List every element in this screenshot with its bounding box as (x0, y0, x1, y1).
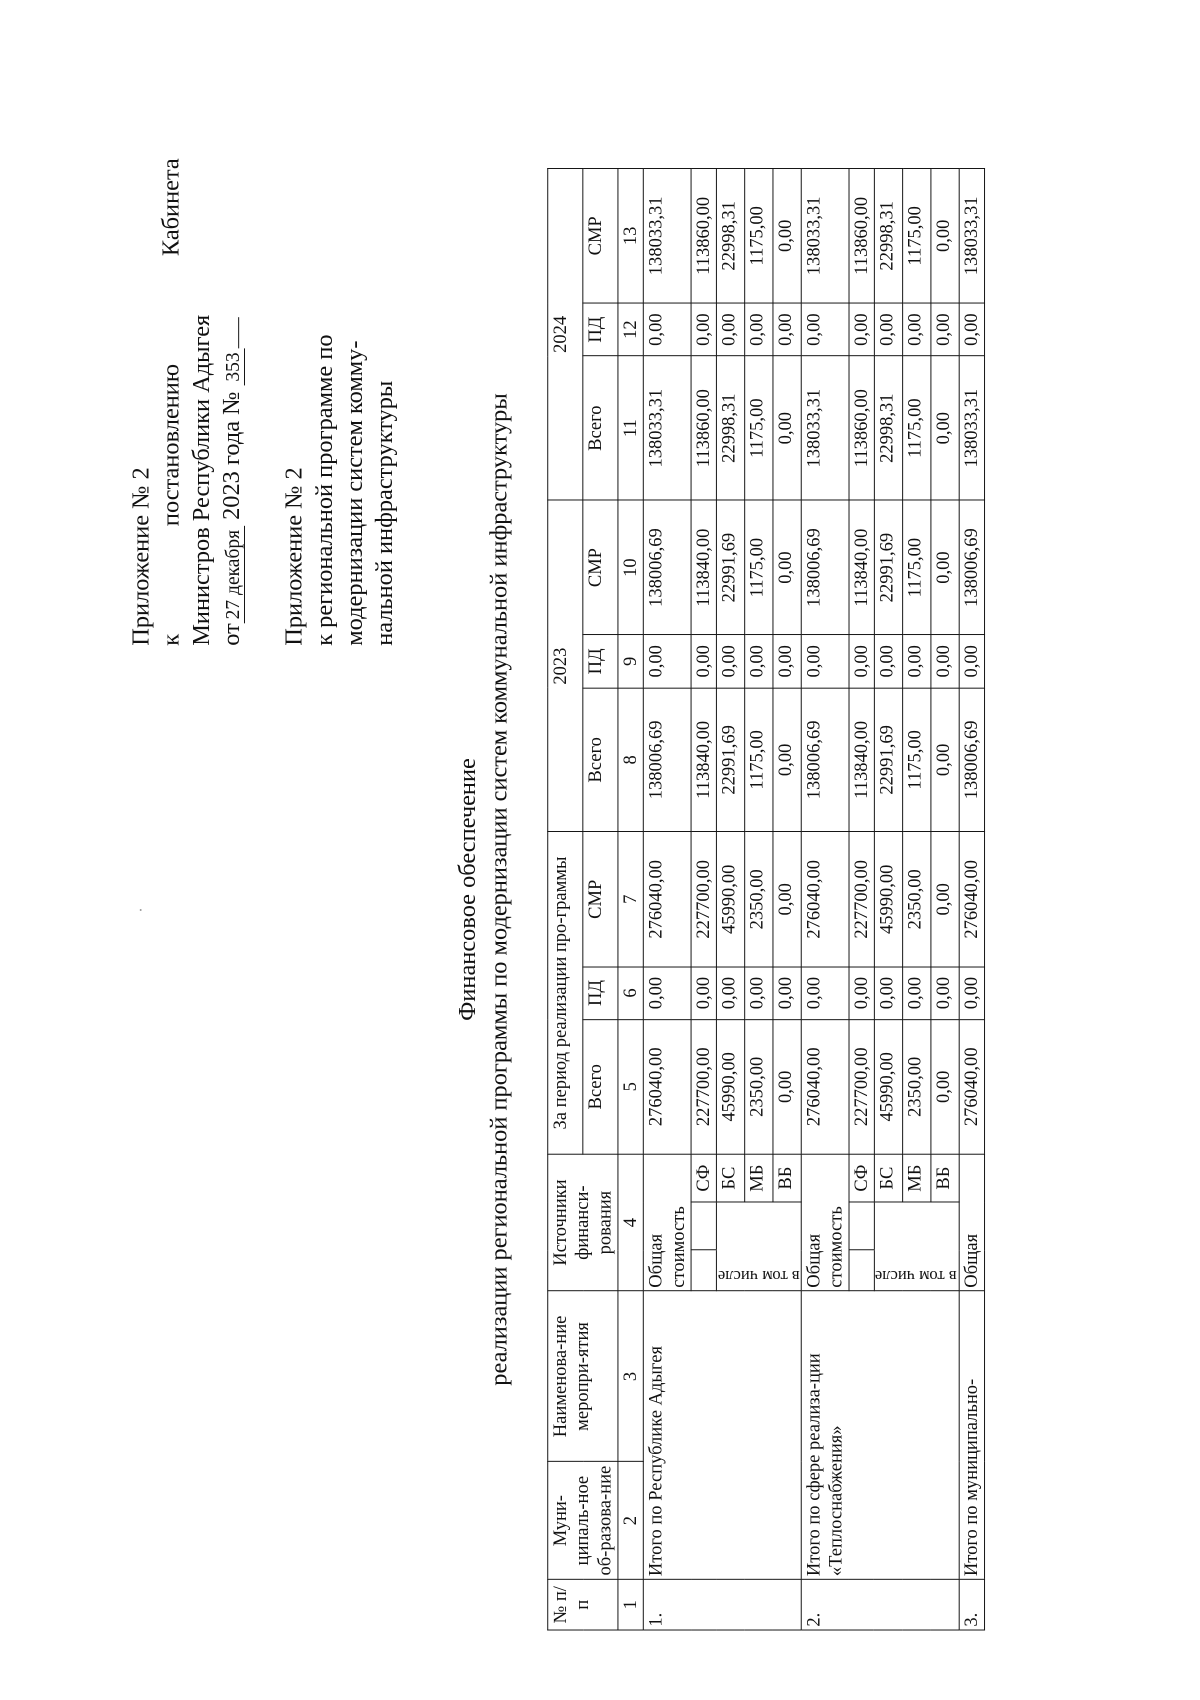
value-cell: 0,00 (849, 303, 874, 356)
value-cell: 0,00 (773, 1019, 801, 1154)
row-label: Итого по сфере реализа-ции «Теплоснабжения» (801, 1291, 959, 1579)
value-cell: 113860,00 (849, 168, 874, 303)
value-cell: 1175,00 (745, 168, 773, 303)
value-cell: 138006,69 (801, 500, 849, 635)
value-cell: 138033,31 (643, 168, 691, 303)
in-that-number-label: в том числе (716, 1202, 801, 1291)
cabinet-line: Министров Республики Адыгея (188, 314, 215, 646)
source-code: ВБ (931, 1154, 959, 1202)
value-cell: 0,00 (801, 635, 849, 688)
value-cell: 138006,69 (643, 688, 691, 832)
value-cell: 0,00 (773, 832, 801, 967)
source-code: МБ (745, 1154, 773, 1202)
row-number: 2. (801, 1580, 959, 1630)
value-cell: 138033,31 (801, 168, 849, 303)
doc-title: Финансовое обеспечение (454, 758, 481, 1021)
table-row-total (801, 168, 849, 1630)
col-period-header: За период реализации про-граммы (548, 832, 583, 1154)
value-cell: 0,00 (745, 635, 773, 688)
date-line: от27 декабря 2023 года № 353 (217, 158, 249, 646)
source-total: Общая (959, 1154, 984, 1291)
source-total: Общая стоимость (801, 1154, 849, 1291)
value-cell: 0,00 (931, 688, 959, 832)
value-cell: 0,00 (931, 168, 959, 303)
value-cell: 45990,00 (716, 1019, 744, 1154)
value-cell: 0,00 (716, 967, 744, 1020)
value-cell: 1175,00 (902, 168, 930, 303)
value-cell: 0,00 (773, 303, 801, 356)
value-cell: 22991,69 (716, 688, 744, 832)
value-cell: 0,00 (745, 967, 773, 1020)
col-muni-header: Муни-ципаль-ное об-разова-ние (548, 1462, 618, 1580)
row-label: Итого по муниципально- (959, 1291, 984, 1579)
appendix-header-program: Приложение № 2 к региональной программе по модернизации систем комму- нальной инфраструктуры (281, 334, 399, 646)
value-cell: 45990,00 (874, 832, 902, 967)
value-cell: 227700,00 (691, 832, 716, 967)
col-name-header: Наименова-ние меропри-ятия (548, 1291, 618, 1462)
value-cell: 0,00 (931, 356, 959, 500)
value-cell: 0,00 (959, 967, 984, 1020)
value-cell: 227700,00 (849, 832, 874, 967)
value-cell: 276040,00 (801, 1019, 849, 1154)
decree-number: 353 (223, 348, 245, 385)
date-day: 27 декабря (223, 526, 245, 623)
value-cell: 0,00 (773, 500, 801, 635)
col-num-header: № п/п (548, 1580, 618, 1630)
value-cell: 138033,31 (643, 356, 691, 500)
value-cell: 113840,00 (691, 500, 716, 635)
value-cell: 276040,00 (801, 832, 849, 967)
value-cell: 113860,00 (849, 356, 874, 500)
value-cell: 0,00 (959, 635, 984, 688)
value-cell: 2350,00 (745, 1019, 773, 1154)
value-cell: 0,00 (643, 967, 691, 1020)
value-cell: 0,00 (716, 303, 744, 356)
value-cell: 0,00 (773, 635, 801, 688)
value-cell: 0,00 (874, 303, 902, 356)
value-cell: 0,00 (773, 168, 801, 303)
value-cell: 276040,00 (643, 832, 691, 967)
value-cell: 0,00 (931, 303, 959, 356)
value-cell: 0,00 (874, 967, 902, 1020)
appendix-header-decree (126, 158, 249, 646)
table-row-municipal (959, 168, 984, 1630)
value-cell: 1175,00 (902, 500, 930, 635)
value-cell: 276040,00 (959, 1019, 984, 1154)
value-cell: 0,00 (643, 635, 691, 688)
value-cell: 22998,31 (874, 356, 902, 500)
spacer-cell (849, 1202, 874, 1250)
value-cell: 0,00 (691, 967, 716, 1020)
spacer-cell (849, 1250, 874, 1291)
value-cell: 22998,31 (874, 168, 902, 303)
value-cell: 113840,00 (691, 688, 716, 832)
value-cell: 0,00 (801, 303, 849, 356)
value-cell: 0,00 (716, 635, 744, 688)
col-source-header: Источники финанси-рования (548, 1154, 618, 1291)
value-cell: 1175,00 (745, 500, 773, 635)
source-code: СФ (691, 1154, 716, 1202)
value-cell: 138006,69 (959, 500, 984, 635)
value-cell: 0,00 (931, 635, 959, 688)
table-row-total (643, 168, 691, 1630)
value-cell: 138033,31 (959, 168, 984, 303)
value-cell: 22991,69 (874, 688, 902, 832)
spacer-cell (691, 1202, 716, 1250)
value-cell: 22991,69 (716, 500, 744, 635)
value-cell: 138033,31 (801, 356, 849, 500)
value-cell: 113840,00 (849, 500, 874, 635)
source-code: МБ (902, 1154, 930, 1202)
spacer-cell (691, 1250, 716, 1291)
value-cell: 138006,69 (959, 688, 984, 832)
value-cell: 0,00 (691, 303, 716, 356)
col-2023-header: 2023 (548, 500, 583, 832)
col-2024-header: 2024 (548, 168, 583, 500)
value-cell: 113860,00 (691, 168, 716, 303)
value-cell: 22998,31 (716, 168, 744, 303)
value-cell: 138033,31 (959, 356, 984, 500)
value-cell: 0,00 (902, 967, 930, 1020)
value-cell: 0,00 (801, 967, 849, 1020)
value-cell: 1175,00 (745, 356, 773, 500)
doc-subtitle: реализации региональной программы по модернизации систем коммунальной инфраструктуры (485, 393, 513, 1386)
value-cell: 1175,00 (745, 688, 773, 832)
row-number: 3. (959, 1580, 984, 1630)
rotated-page (50, 129, 1103, 1650)
source-total: Общая стоимость (643, 1154, 691, 1291)
value-cell: 138006,69 (643, 500, 691, 635)
value-cell: 0,00 (643, 303, 691, 356)
in-that-number-label: в том числе (874, 1202, 959, 1291)
value-cell: 0,00 (874, 635, 902, 688)
decree-line: к постановлению Кабинета (158, 158, 185, 646)
value-cell: 2350,00 (902, 832, 930, 967)
value-cell: 0,00 (931, 832, 959, 967)
source-code: СФ (849, 1154, 874, 1202)
value-cell: 45990,00 (716, 832, 744, 967)
value-cell: 0,00 (902, 303, 930, 356)
value-cell: 0,00 (902, 635, 930, 688)
value-cell: 276040,00 (959, 832, 984, 967)
value-cell: 2350,00 (902, 1019, 930, 1154)
column-index-row: 1 2 3 4 5 6 7 8 9 10 11 12 13 (618, 168, 643, 1630)
value-cell: 0,00 (773, 688, 801, 832)
value-cell: 276040,00 (643, 1019, 691, 1154)
value-cell: 227700,00 (849, 1019, 874, 1154)
value-cell: 138006,69 (801, 688, 849, 832)
value-cell: 113840,00 (849, 688, 874, 832)
scan-speck (140, 909, 142, 911)
value-cell: 1175,00 (902, 356, 930, 500)
value-cell: 2350,00 (745, 832, 773, 967)
source-code: БС (716, 1154, 744, 1202)
value-cell: 0,00 (931, 1019, 959, 1154)
value-cell: 0,00 (745, 303, 773, 356)
value-cell: 0,00 (931, 500, 959, 635)
value-cell: 0,00 (849, 635, 874, 688)
value-cell: 0,00 (849, 967, 874, 1020)
value-cell: 0,00 (773, 967, 801, 1020)
value-cell: 0,00 (959, 303, 984, 356)
row-number: 1. (643, 1580, 801, 1630)
value-cell: 1175,00 (902, 688, 930, 832)
source-code: БС (874, 1154, 902, 1202)
source-code: ВБ (773, 1154, 801, 1202)
value-cell: 227700,00 (691, 1019, 716, 1154)
value-cell: 45990,00 (874, 1019, 902, 1154)
row-label: Итого по Республике Адыгея (643, 1291, 801, 1579)
value-cell: 22991,69 (874, 500, 902, 635)
value-cell: 0,00 (773, 356, 801, 500)
value-cell: 0,00 (931, 967, 959, 1020)
value-cell: 0,00 (691, 635, 716, 688)
value-cell: 113860,00 (691, 356, 716, 500)
appendix-label: Приложение № 2 (128, 467, 155, 646)
financing-table: № п/п Муни-ципаль-ное об-разова-ние Наименова-ние меропри-ятия Источники финанси-рования За период реализации про-граммы 2023 2024 Всего ПД СМР Всего ПД СМР Всего ПД СМР 1 2 3 4 5 6 7 8 9 10 11 12 13 1. Итого по Республике Адыгея Общая стоимость 276040,00 0,00 276040,00 138006,69 0,00 138006,69 138033,31 0,00 138033,31 СФ 227700,00 0,00 227700,00 113840,00 0,00 113840,00 113860,00 0,00 113860,00 в том числе БС 45990,00 0,00 45990,00 22991,69 0,00 22991,69 22998,31 0,00 22998,31 МБ 2350,00 0,00 2350,00 1175,00 0,00 1175,00 1175,00 0,00 1175,00 ВБ 0,00 0,00 0,00 0,00 0,00 0,00 0,00 0,00 0,00 2. Итого по сфере реализа-ции «Теплоснабжения» Общая стоимость 276040,00 0,00 276040,00 138006,69 0,00 138006,69 138033,31 0,00 138033,31 СФ 227700,00 0,00 227700,00 113840,00 0,00 113840,00 113860,00 0,00 113860,00 в том числе БС 45990,00 0,00 45990,00 22991,69 0,00 22991,69 22998,31 0,00 22998,31 МБ 2350,00 0,00 2350,00 1175,00 0,00 1175,00 1175,00 0,00 1175,00 ВБ 0,00 0,00 0,00 0,00 0,00 0,00 0,00 0,00 0,00 3. Итого по муниципально- Общая 276040,00 0,00 276040,00 138006,69 0,00 138006,69 138033,31 0,00 138033,31 (547, 168, 985, 1631)
value-cell: 22998,31 (716, 356, 744, 500)
